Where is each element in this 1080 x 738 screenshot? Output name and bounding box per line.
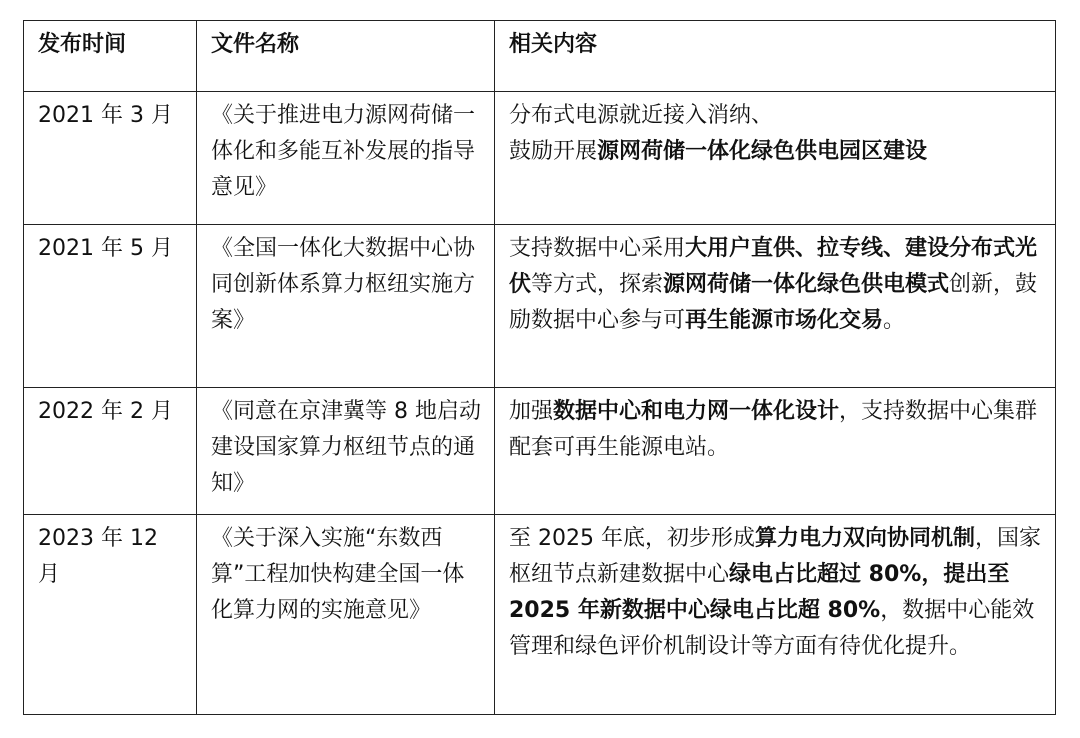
header-release-date: 发布时间: [24, 21, 197, 92]
policy-table: [23, 20, 1056, 715]
content-text: 。: [883, 308, 906, 333]
table-row: [24, 225, 1056, 388]
content-text: 至 2025 年底，初步形成: [509, 526, 755, 551]
cell-date: 2021 年 5 月: [24, 225, 197, 388]
content-text: 创新，鼓励数据中心参与可: [509, 272, 1038, 333]
cell-document: 《关于深入实施“东数西算”工程加快构建全国一体化算力网的实施意见》: [197, 515, 495, 715]
header-document-name: 文件名称: [197, 21, 495, 92]
content-bold-text: 数据中心和电力网一体化设计: [553, 399, 840, 424]
content-text: ，支持数据中心集群配套可再生能源电站。: [509, 399, 1038, 460]
content-bold-text: 绿电占比超过 80%，: [729, 562, 944, 587]
content-bold-text: 源网荷储一体化绿色供电园区建设: [597, 139, 928, 164]
content-text: 等方式，探索: [531, 272, 664, 297]
content-text: 加强: [509, 399, 554, 424]
content-text: ，国家枢纽节点新建数据中心: [509, 526, 1042, 587]
cell-content: [495, 225, 1056, 388]
cell-date: 2022 年 2 月: [24, 388, 197, 515]
cell-content: [495, 515, 1056, 715]
content-text: ，数据中心能效管理和绿色评价机制设计等方面有待优化提升。: [509, 598, 1035, 659]
content-bold-text: 再生能源市场化交易: [685, 308, 884, 333]
header-related-content: 相关内容: [495, 21, 1056, 92]
content-bold-text: 算力电力双向协同机制: [754, 526, 975, 551]
content-bold-text: 提出至 2025 年新数据中心绿电占比超 80%: [509, 562, 1010, 623]
cell-document: 《关于推进电力源网荷储一体化和多能互补发展的指导意见》: [197, 92, 495, 225]
content-text: 分布式电源就近接入消纳、: [509, 103, 774, 128]
table-row: [24, 388, 1056, 515]
table-row: [24, 515, 1056, 715]
cell-date: 2021 年 3 月: [24, 92, 197, 225]
cell-content: [495, 92, 1056, 225]
cell-document: 《同意在京津冀等 8 地启动建设国家算力枢纽节点的通知》: [197, 388, 495, 515]
table-header-row: [24, 21, 1056, 92]
cell-date: 2023 年 12 月: [24, 515, 197, 715]
content-text: 鼓励开展: [509, 139, 598, 164]
cell-content: [495, 388, 1056, 515]
content-bold-text: 源网荷储一体化绿色供电模式: [663, 272, 950, 297]
content-text: 支持数据中心采用: [509, 236, 686, 261]
cell-document: 《全国一体化大数据中心协同创新体系算力枢纽实施方案》: [197, 225, 495, 388]
table-row: [24, 92, 1056, 225]
content-bold-text: 大用户直供、拉专线、建设分布式光伏: [509, 236, 1038, 297]
